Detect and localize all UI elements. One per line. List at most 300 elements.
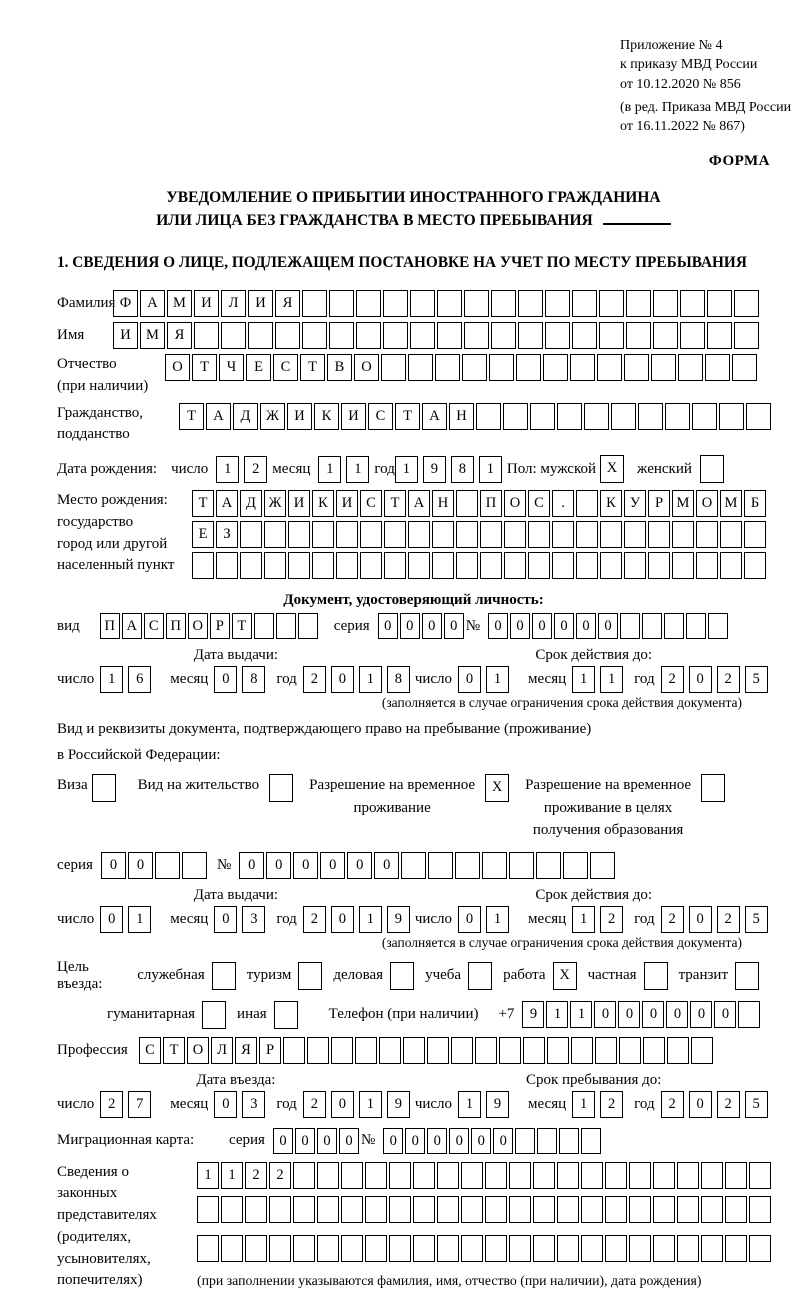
char-box[interactable] — [437, 1196, 459, 1223]
char-box[interactable] — [413, 1235, 435, 1262]
char-box[interactable] — [276, 613, 296, 639]
char-box[interactable]: X — [485, 774, 509, 802]
char-box[interactable]: 0 — [689, 906, 712, 933]
char-box[interactable]: З — [216, 521, 238, 548]
char-box[interactable] — [653, 1162, 675, 1189]
char-box[interactable] — [317, 1235, 339, 1262]
char-box[interactable] — [620, 613, 640, 639]
char-box[interactable] — [515, 1128, 535, 1154]
char-box[interactable] — [329, 290, 354, 317]
char-box[interactable] — [557, 1196, 579, 1223]
char-box[interactable]: 5 — [745, 1091, 768, 1118]
char-box[interactable]: 0 — [598, 613, 618, 639]
char-box[interactable] — [677, 1162, 699, 1189]
char-box[interactable]: X — [600, 455, 624, 483]
char-box[interactable] — [624, 552, 646, 579]
char-box[interactable]: 2 — [661, 666, 684, 693]
char-box[interactable]: 0 — [101, 852, 126, 879]
char-box[interactable] — [653, 322, 678, 349]
char-box[interactable]: О — [504, 490, 526, 517]
char-box[interactable] — [626, 290, 651, 317]
char-box[interactable]: И — [288, 490, 310, 517]
char-box[interactable] — [317, 1196, 339, 1223]
char-box[interactable] — [401, 852, 426, 879]
char-box[interactable] — [504, 521, 526, 548]
char-box[interactable]: 0 — [214, 906, 237, 933]
char-box[interactable]: Д — [240, 490, 262, 517]
char-box[interactable] — [194, 322, 219, 349]
char-box[interactable]: Д — [233, 403, 258, 430]
char-box[interactable]: Ж — [264, 490, 286, 517]
char-box[interactable] — [480, 521, 502, 548]
char-box[interactable]: 5 — [745, 666, 768, 693]
char-box[interactable] — [275, 322, 300, 349]
char-box[interactable]: 0 — [618, 1001, 640, 1028]
char-box[interactable] — [288, 552, 310, 579]
char-box[interactable] — [341, 1196, 363, 1223]
char-box[interactable]: 0 — [714, 1001, 736, 1028]
char-box[interactable] — [381, 354, 406, 381]
char-box[interactable]: С — [144, 613, 164, 639]
char-box[interactable] — [599, 322, 624, 349]
char-box[interactable] — [456, 552, 478, 579]
char-box[interactable]: 0 — [378, 613, 398, 639]
char-box[interactable] — [665, 403, 690, 430]
char-box[interactable] — [624, 521, 646, 548]
char-box[interactable]: И — [341, 403, 366, 430]
char-box[interactable]: 0 — [666, 1001, 688, 1028]
char-box[interactable] — [427, 1037, 449, 1064]
char-box[interactable] — [485, 1196, 507, 1223]
char-box[interactable] — [605, 1235, 627, 1262]
char-box[interactable]: И — [113, 322, 138, 349]
char-box[interactable]: 0 — [347, 852, 372, 879]
char-box[interactable] — [528, 552, 550, 579]
char-box[interactable] — [744, 552, 766, 579]
char-box[interactable] — [595, 1037, 617, 1064]
char-box[interactable] — [298, 613, 318, 639]
char-box[interactable] — [643, 1037, 665, 1064]
char-box[interactable] — [518, 322, 543, 349]
char-box[interactable] — [283, 1037, 305, 1064]
char-box[interactable] — [365, 1162, 387, 1189]
char-box[interactable]: Я — [275, 290, 300, 317]
char-box[interactable]: 1 — [546, 1001, 568, 1028]
char-box[interactable] — [572, 322, 597, 349]
char-box[interactable] — [516, 354, 541, 381]
char-box[interactable] — [384, 552, 406, 579]
char-box[interactable] — [274, 1001, 298, 1029]
char-box[interactable] — [437, 1162, 459, 1189]
char-box[interactable] — [462, 354, 487, 381]
char-box[interactable] — [725, 1196, 747, 1223]
char-box[interactable]: 1 — [197, 1162, 219, 1189]
char-box[interactable]: 7 — [128, 1091, 151, 1118]
char-box[interactable] — [563, 852, 588, 879]
char-box[interactable] — [475, 1037, 497, 1064]
char-box[interactable]: 1 — [479, 456, 502, 483]
char-box[interactable]: 0 — [690, 1001, 712, 1028]
char-box[interactable] — [678, 354, 703, 381]
char-box[interactable]: К — [600, 490, 622, 517]
char-box[interactable]: К — [314, 403, 339, 430]
char-box[interactable] — [557, 1162, 579, 1189]
char-box[interactable] — [245, 1196, 267, 1223]
char-box[interactable]: 1 — [359, 1091, 382, 1118]
char-box[interactable]: И — [194, 290, 219, 317]
char-box[interactable]: М — [720, 490, 742, 517]
char-box[interactable] — [437, 290, 462, 317]
char-box[interactable] — [638, 403, 663, 430]
char-box[interactable]: А — [408, 490, 430, 517]
char-box[interactable]: Т — [163, 1037, 185, 1064]
char-box[interactable]: 0 — [471, 1128, 491, 1154]
char-box[interactable]: Н — [432, 490, 454, 517]
char-box[interactable]: X — [553, 962, 577, 990]
char-box[interactable] — [408, 521, 430, 548]
char-box[interactable]: 0 — [554, 613, 574, 639]
char-box[interactable] — [365, 1235, 387, 1262]
char-box[interactable]: 8 — [242, 666, 265, 693]
char-box[interactable] — [576, 490, 598, 517]
char-box[interactable]: И — [287, 403, 312, 430]
char-box[interactable] — [680, 290, 705, 317]
char-box[interactable] — [749, 1162, 771, 1189]
char-box[interactable]: О — [165, 354, 190, 381]
char-box[interactable]: 0 — [422, 613, 442, 639]
char-box[interactable]: 0 — [331, 906, 354, 933]
char-box[interactable]: 1 — [570, 1001, 592, 1028]
char-box[interactable] — [651, 354, 676, 381]
char-box[interactable] — [461, 1235, 483, 1262]
char-box[interactable] — [336, 552, 358, 579]
char-box[interactable] — [552, 552, 574, 579]
char-box[interactable]: 2 — [303, 906, 326, 933]
char-box[interactable] — [503, 403, 528, 430]
char-box[interactable] — [389, 1162, 411, 1189]
char-box[interactable]: 0 — [427, 1128, 447, 1154]
char-box[interactable] — [696, 521, 718, 548]
char-box[interactable]: 9 — [387, 1091, 410, 1118]
char-box[interactable] — [410, 290, 435, 317]
char-box[interactable] — [629, 1196, 651, 1223]
char-box[interactable] — [545, 290, 570, 317]
char-box[interactable] — [456, 490, 478, 517]
char-box[interactable] — [701, 1235, 723, 1262]
char-box[interactable] — [545, 322, 570, 349]
char-box[interactable]: У — [624, 490, 646, 517]
char-box[interactable]: 1 — [346, 456, 369, 483]
char-box[interactable]: Т — [384, 490, 406, 517]
char-box[interactable]: 0 — [510, 613, 530, 639]
char-box[interactable] — [341, 1235, 363, 1262]
char-box[interactable] — [691, 1037, 713, 1064]
char-box[interactable]: 0 — [214, 1091, 237, 1118]
char-box[interactable] — [605, 1196, 627, 1223]
char-box[interactable]: 2 — [245, 1162, 267, 1189]
char-box[interactable] — [725, 1235, 747, 1262]
char-box[interactable] — [298, 962, 322, 990]
char-box[interactable] — [696, 552, 718, 579]
char-box[interactable] — [557, 1235, 579, 1262]
char-box[interactable]: 1 — [572, 1091, 595, 1118]
char-box[interactable]: 0 — [331, 666, 354, 693]
char-box[interactable] — [468, 962, 492, 990]
char-box[interactable] — [648, 552, 670, 579]
char-box[interactable]: 6 — [128, 666, 151, 693]
char-box[interactable] — [389, 1196, 411, 1223]
char-box[interactable]: Т — [192, 490, 214, 517]
char-box[interactable]: П — [166, 613, 186, 639]
char-box[interactable] — [590, 852, 615, 879]
char-box[interactable] — [437, 322, 462, 349]
char-box[interactable]: 1 — [216, 456, 239, 483]
char-box[interactable] — [744, 521, 766, 548]
char-box[interactable] — [464, 290, 489, 317]
char-box[interactable] — [537, 1128, 557, 1154]
char-box[interactable]: А — [422, 403, 447, 430]
char-box[interactable] — [312, 521, 334, 548]
char-box[interactable] — [221, 1196, 243, 1223]
char-box[interactable]: О — [188, 613, 208, 639]
char-box[interactable]: Р — [210, 613, 230, 639]
char-box[interactable] — [597, 354, 622, 381]
char-box[interactable] — [432, 521, 454, 548]
char-box[interactable]: 1 — [221, 1162, 243, 1189]
char-box[interactable]: А — [206, 403, 231, 430]
char-box[interactable] — [734, 322, 759, 349]
char-box[interactable]: 0 — [458, 666, 481, 693]
char-box[interactable] — [288, 521, 310, 548]
char-box[interactable] — [629, 1162, 651, 1189]
char-box[interactable] — [719, 403, 744, 430]
char-box[interactable]: А — [122, 613, 142, 639]
char-box[interactable]: О — [696, 490, 718, 517]
char-box[interactable] — [248, 322, 273, 349]
char-box[interactable]: 0 — [594, 1001, 616, 1028]
char-box[interactable]: 2 — [100, 1091, 123, 1118]
char-box[interactable] — [480, 552, 502, 579]
char-box[interactable] — [599, 290, 624, 317]
char-box[interactable]: Ж — [260, 403, 285, 430]
char-box[interactable] — [455, 852, 480, 879]
char-box[interactable] — [700, 455, 724, 483]
char-box[interactable]: 9 — [486, 1091, 509, 1118]
char-box[interactable]: А — [140, 290, 165, 317]
char-box[interactable] — [491, 290, 516, 317]
char-box[interactable] — [92, 774, 116, 802]
char-box[interactable]: М — [167, 290, 192, 317]
char-box[interactable] — [413, 1196, 435, 1223]
char-box[interactable]: Е — [246, 354, 271, 381]
char-box[interactable] — [707, 322, 732, 349]
char-box[interactable]: 0 — [239, 852, 264, 879]
char-box[interactable]: 0 — [493, 1128, 513, 1154]
char-box[interactable] — [619, 1037, 641, 1064]
char-box[interactable]: 0 — [214, 666, 237, 693]
char-box[interactable] — [705, 354, 730, 381]
char-box[interactable] — [509, 1162, 531, 1189]
char-box[interactable] — [557, 403, 582, 430]
char-box[interactable] — [293, 1162, 315, 1189]
char-box[interactable]: С — [528, 490, 550, 517]
char-box[interactable] — [581, 1235, 603, 1262]
char-box[interactable] — [464, 322, 489, 349]
char-box[interactable]: 2 — [303, 1091, 326, 1118]
char-box[interactable] — [581, 1196, 603, 1223]
char-box[interactable] — [413, 1162, 435, 1189]
char-box[interactable] — [216, 552, 238, 579]
char-box[interactable]: 2 — [303, 666, 326, 693]
char-box[interactable] — [379, 1037, 401, 1064]
char-box[interactable]: . — [552, 490, 574, 517]
char-box[interactable] — [269, 1235, 291, 1262]
char-box[interactable] — [576, 521, 598, 548]
char-box[interactable] — [264, 552, 286, 579]
char-box[interactable] — [734, 290, 759, 317]
char-box[interactable] — [720, 521, 742, 548]
char-box[interactable] — [611, 403, 636, 430]
char-box[interactable] — [383, 322, 408, 349]
char-box[interactable] — [677, 1196, 699, 1223]
char-box[interactable] — [451, 1037, 473, 1064]
char-box[interactable] — [293, 1235, 315, 1262]
char-box[interactable] — [202, 1001, 226, 1029]
char-box[interactable] — [629, 1235, 651, 1262]
char-box[interactable] — [509, 1196, 531, 1223]
char-box[interactable]: 1 — [359, 666, 382, 693]
char-box[interactable]: С — [273, 354, 298, 381]
char-box[interactable]: 1 — [100, 666, 123, 693]
char-box[interactable] — [533, 1235, 555, 1262]
char-box[interactable] — [221, 322, 246, 349]
char-box[interactable] — [653, 1235, 675, 1262]
char-box[interactable] — [456, 521, 478, 548]
char-box[interactable] — [365, 1196, 387, 1223]
char-box[interactable] — [680, 322, 705, 349]
char-box[interactable] — [182, 852, 207, 879]
char-box[interactable] — [360, 521, 382, 548]
char-box[interactable] — [530, 403, 555, 430]
char-box[interactable] — [738, 1001, 760, 1028]
char-box[interactable] — [384, 521, 406, 548]
char-box[interactable] — [536, 852, 561, 879]
char-box[interactable] — [626, 322, 651, 349]
char-box[interactable]: 0 — [458, 906, 481, 933]
char-box[interactable]: Ф — [113, 290, 138, 317]
char-box[interactable] — [600, 552, 622, 579]
char-box[interactable]: И — [336, 490, 358, 517]
char-box[interactable] — [383, 290, 408, 317]
char-box[interactable] — [653, 1196, 675, 1223]
char-box[interactable] — [336, 521, 358, 548]
char-box[interactable]: 0 — [444, 613, 464, 639]
char-box[interactable]: 2 — [717, 906, 740, 933]
char-box[interactable] — [356, 322, 381, 349]
char-box[interactable]: 0 — [488, 613, 508, 639]
char-box[interactable]: 0 — [405, 1128, 425, 1154]
char-box[interactable]: О — [187, 1037, 209, 1064]
char-box[interactable] — [192, 552, 214, 579]
char-box[interactable] — [667, 1037, 689, 1064]
char-box[interactable] — [692, 403, 717, 430]
char-box[interactable] — [341, 1162, 363, 1189]
char-box[interactable]: 0 — [576, 613, 596, 639]
char-box[interactable]: М — [140, 322, 165, 349]
char-box[interactable]: 0 — [400, 613, 420, 639]
char-box[interactable] — [461, 1162, 483, 1189]
char-box[interactable] — [410, 322, 435, 349]
char-box[interactable]: Л — [221, 290, 246, 317]
char-box[interactable]: Т — [179, 403, 204, 430]
char-box[interactable] — [269, 774, 293, 802]
char-box[interactable] — [389, 1235, 411, 1262]
char-box[interactable]: Р — [259, 1037, 281, 1064]
char-box[interactable]: 2 — [661, 906, 684, 933]
char-box[interactable]: Р — [648, 490, 670, 517]
char-box[interactable] — [240, 521, 262, 548]
char-box[interactable]: П — [480, 490, 502, 517]
char-box[interactable] — [264, 521, 286, 548]
char-box[interactable] — [707, 290, 732, 317]
char-box[interactable]: 0 — [320, 852, 345, 879]
char-box[interactable] — [581, 1128, 601, 1154]
char-box[interactable] — [559, 1128, 579, 1154]
char-box[interactable]: 2 — [717, 1091, 740, 1118]
char-box[interactable]: И — [248, 290, 273, 317]
char-box[interactable]: 0 — [293, 852, 318, 879]
char-box[interactable]: 5 — [745, 906, 768, 933]
char-box[interactable]: 2 — [269, 1162, 291, 1189]
char-box[interactable] — [489, 354, 514, 381]
char-box[interactable] — [317, 1162, 339, 1189]
char-box[interactable]: 0 — [374, 852, 399, 879]
char-box[interactable] — [605, 1162, 627, 1189]
char-box[interactable]: 0 — [689, 1091, 712, 1118]
char-box[interactable] — [461, 1196, 483, 1223]
char-box[interactable] — [701, 1162, 723, 1189]
char-box[interactable]: 8 — [451, 456, 474, 483]
char-box[interactable]: 1 — [318, 456, 341, 483]
char-box[interactable]: 0 — [128, 852, 153, 879]
char-box[interactable]: Л — [211, 1037, 233, 1064]
char-box[interactable]: А — [216, 490, 238, 517]
char-box[interactable]: 9 — [423, 456, 446, 483]
char-box[interactable] — [720, 552, 742, 579]
char-box[interactable] — [509, 852, 534, 879]
char-box[interactable] — [749, 1196, 771, 1223]
char-box[interactable]: О — [354, 354, 379, 381]
char-box[interactable]: 2 — [600, 906, 623, 933]
char-box[interactable] — [732, 354, 757, 381]
char-box[interactable]: 0 — [100, 906, 123, 933]
char-box[interactable]: 0 — [266, 852, 291, 879]
char-box[interactable] — [576, 552, 598, 579]
char-box[interactable] — [570, 354, 595, 381]
char-box[interactable] — [528, 521, 550, 548]
char-box[interactable] — [329, 322, 354, 349]
char-box[interactable]: 0 — [383, 1128, 403, 1154]
char-box[interactable]: 2 — [717, 666, 740, 693]
char-box[interactable] — [485, 1162, 507, 1189]
char-box[interactable] — [491, 322, 516, 349]
char-box[interactable] — [435, 354, 460, 381]
char-box[interactable] — [624, 354, 649, 381]
char-box[interactable] — [360, 552, 382, 579]
char-box[interactable] — [485, 1235, 507, 1262]
char-box[interactable] — [509, 1235, 531, 1262]
char-box[interactable]: С — [368, 403, 393, 430]
